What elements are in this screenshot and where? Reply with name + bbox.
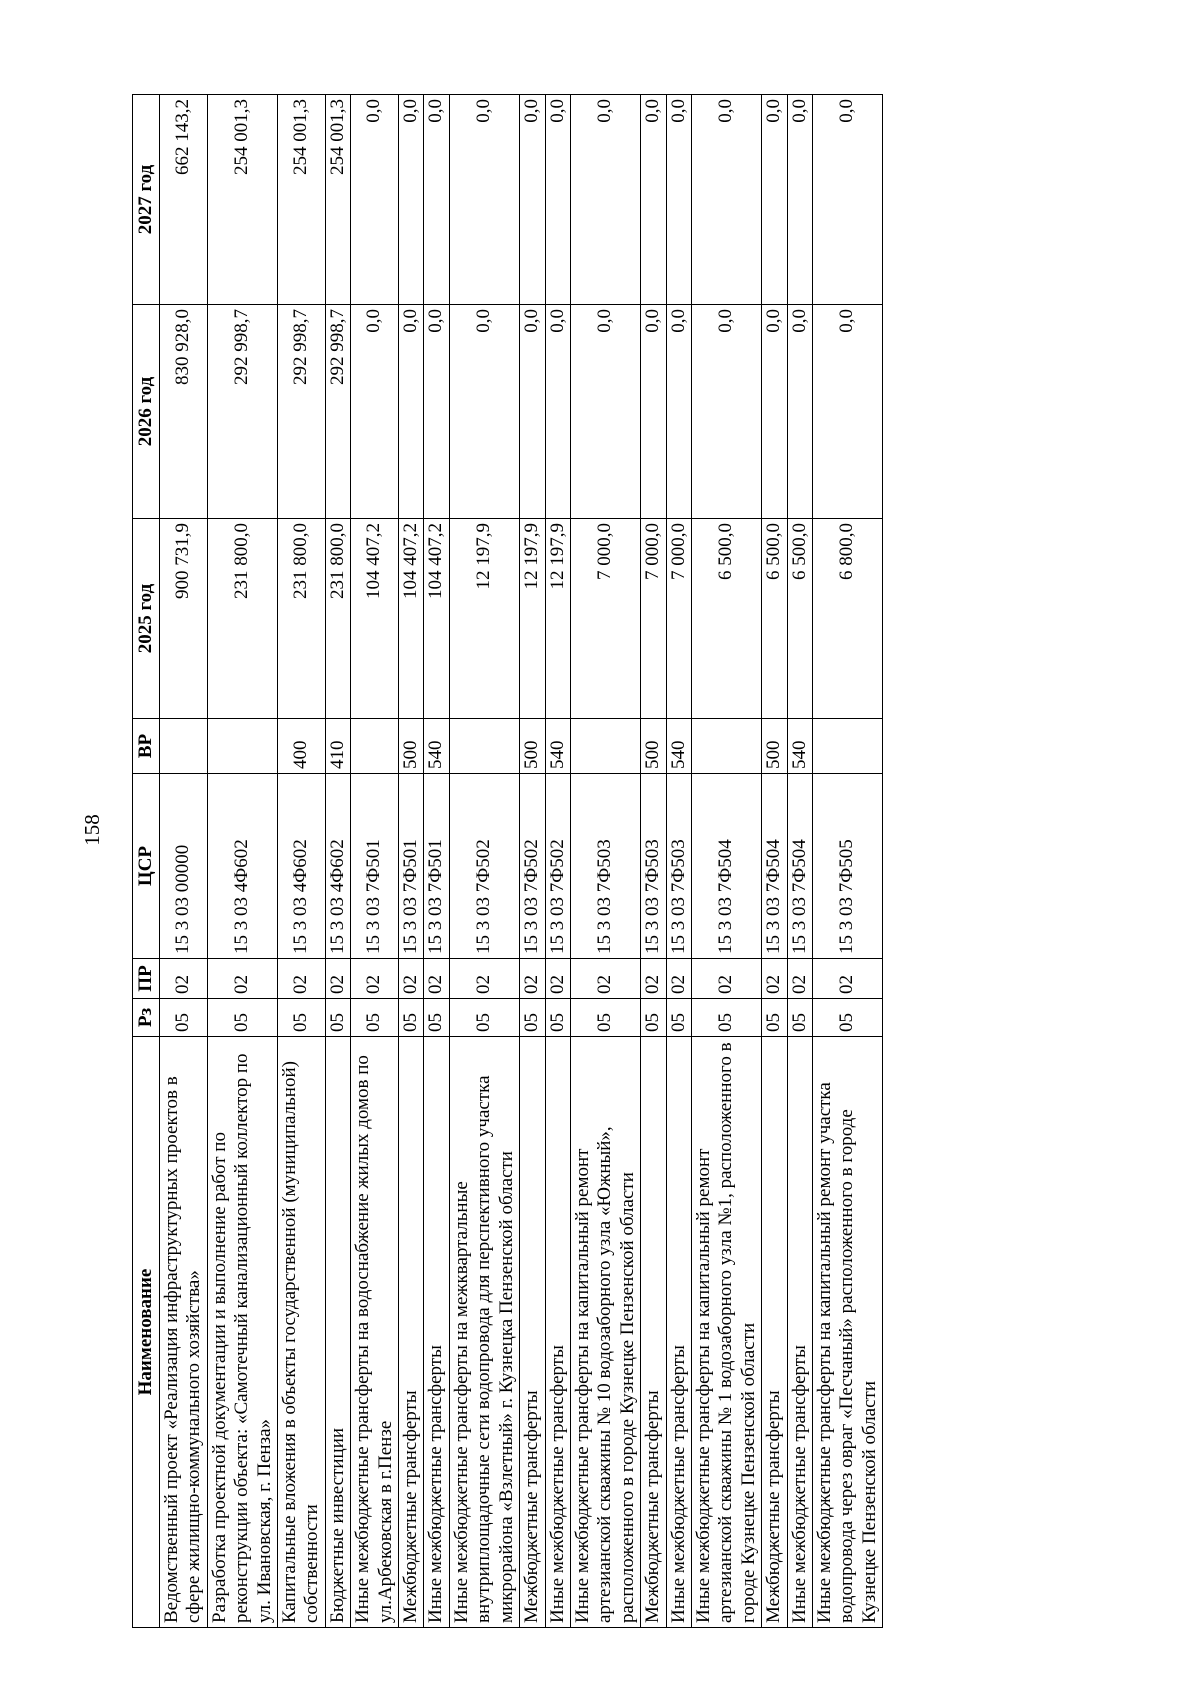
header-2025: 2025 год [133,519,160,719]
cell-name: Иные межбюджетные трансферты на межквартальные внутриплощадочные сети водопровода для перспективного участка микрорайона «Взлетный» г. Кузнецка Пензенской области [449,1037,519,1628]
cell-vr: 500 [762,719,787,774]
table-row [325,95,350,1628]
cell-2027: 0,0 [351,95,399,305]
cell-vr [449,719,519,774]
cell-rz: 05 [812,999,882,1037]
cell-pr: 02 [570,959,640,999]
cell-2025: 6 500,0 [691,519,761,719]
cell-2025: 7 000,0 [666,519,691,719]
cell-2026: 0,0 [762,305,787,519]
cell-csr: 15 3 03 7Ф504 [691,774,761,959]
cell-pr: 02 [666,959,691,999]
cell-2027: 254 001,3 [325,95,350,305]
cell-2025: 900 731,9 [160,519,208,719]
cell-2026: 292 998,7 [325,305,350,519]
cell-csr: 15 3 03 7Ф502 [545,774,570,959]
cell-2025: 7 000,0 [570,519,640,719]
cell-vr [691,719,761,774]
cell-2025: 6 500,0 [762,519,787,719]
table-row [399,95,424,1628]
cell-rz: 05 [666,999,691,1037]
cell-pr: 02 [207,959,277,999]
cell-name: Разработка проектной документации и выполнение работ по реконструкции объекта: «Самотечный канализационный коллектор по ул. Ивановская, г. Пенза» [207,1037,277,1628]
table-row [520,95,545,1628]
cell-2025: 104 407,2 [424,519,449,719]
table-row [545,95,570,1628]
cell-2027: 0,0 [812,95,882,305]
table-row [570,95,640,1628]
table-row [351,95,399,1628]
cell-name: Иные межбюджетные трансферты на водоснабжение жилых домов по ул.Арбековская в г.Пензе [351,1037,399,1628]
table-row [160,95,208,1628]
cell-2027: 0,0 [545,95,570,305]
cell-csr: 15 3 03 7Ф501 [399,774,424,959]
table-row [207,95,277,1628]
cell-vr: 500 [520,719,545,774]
cell-2026: 0,0 [545,305,570,519]
cell-vr: 410 [325,719,350,774]
cell-2026: 0,0 [641,305,666,519]
cell-csr: 15 3 03 4Ф602 [278,774,326,959]
cell-2025: 231 800,0 [325,519,350,719]
table-row [787,95,812,1628]
cell-pr: 02 [545,959,570,999]
cell-name: Иные межбюджетные трансферты [666,1037,691,1628]
cell-pr: 02 [812,959,882,999]
cell-name: Иные межбюджетные трансферты на капитальный ремонт участка водопровода через овраг «Песчаный» расположенного в городе Кузнецке Пензенской области [812,1037,882,1628]
cell-pr: 02 [691,959,761,999]
cell-2026: 0,0 [787,305,812,519]
cell-2026: 0,0 [812,305,882,519]
cell-2025: 6 800,0 [812,519,882,719]
cell-pr: 02 [351,959,399,999]
table-row [641,95,666,1628]
cell-pr: 02 [449,959,519,999]
cell-pr: 02 [325,959,350,999]
cell-2026: 0,0 [666,305,691,519]
cell-rz: 05 [278,999,326,1037]
cell-csr: 15 3 03 7Ф505 [812,774,882,959]
cell-rz: 05 [691,999,761,1037]
cell-pr: 02 [520,959,545,999]
cell-2027: 0,0 [520,95,545,305]
budget-table [132,94,883,1628]
header-name: Наименование [133,1037,160,1628]
cell-rz: 05 [762,999,787,1037]
cell-2027: 0,0 [641,95,666,305]
cell-2026: 0,0 [570,305,640,519]
cell-rz: 05 [449,999,519,1037]
cell-2027: 0,0 [424,95,449,305]
table-row [691,95,761,1628]
table-row [278,95,326,1628]
cell-csr: 15 3 03 7Ф504 [787,774,812,959]
cell-vr [812,719,882,774]
cell-2026: 0,0 [520,305,545,519]
cell-csr: 15 3 03 00000 [160,774,208,959]
cell-name: Межбюджетные трансферты [520,1037,545,1628]
table-row [812,95,882,1628]
cell-rz: 05 [325,999,350,1037]
cell-vr: 540 [545,719,570,774]
cell-vr [570,719,640,774]
header-csr: ЦСР [133,774,160,959]
cell-2026: 0,0 [424,305,449,519]
cell-vr [207,719,277,774]
cell-rz: 05 [641,999,666,1037]
cell-rz: 05 [520,999,545,1037]
cell-rz: 05 [160,999,208,1037]
cell-pr: 02 [160,959,208,999]
cell-name: Иные межбюджетные трансферты [424,1037,449,1628]
cell-rz: 05 [351,999,399,1037]
cell-rz: 05 [545,999,570,1037]
cell-name: Межбюджетные трансферты [641,1037,666,1628]
cell-2025: 6 500,0 [787,519,812,719]
cell-vr [351,719,399,774]
cell-2027: 254 001,3 [207,95,277,305]
cell-vr: 500 [641,719,666,774]
cell-name: Межбюджетные трансферты [762,1037,787,1628]
cell-rz: 05 [570,999,640,1037]
cell-2026: 0,0 [351,305,399,519]
cell-2026: 0,0 [449,305,519,519]
cell-csr: 15 3 03 4Ф602 [325,774,350,959]
table-row [762,95,787,1628]
header-rz: Рз [133,999,160,1037]
cell-2027: 254 001,3 [278,95,326,305]
header-pr: ПР [133,959,160,999]
cell-pr: 02 [278,959,326,999]
cell-pr: 02 [762,959,787,999]
header-2027: 2027 год [133,95,160,305]
cell-csr: 15 3 03 7Ф502 [520,774,545,959]
cell-vr [160,719,208,774]
cell-2026: 0,0 [399,305,424,519]
cell-2027: 0,0 [449,95,519,305]
cell-csr: 15 3 03 7Ф501 [351,774,399,959]
cell-pr: 02 [787,959,812,999]
cell-csr: 15 3 03 4Ф602 [207,774,277,959]
cell-rz: 05 [424,999,449,1037]
cell-pr: 02 [641,959,666,999]
cell-name: Иные межбюджетные трансферты на капитальный ремонт артезианской скважины № 10 водозаборного узла «Южный», расположенного в городе Кузнецке Пензенской области [570,1037,640,1628]
cell-csr: 15 3 03 7Ф503 [641,774,666,959]
cell-csr: 15 3 03 7Ф504 [762,774,787,959]
cell-2025: 231 800,0 [278,519,326,719]
cell-rz: 05 [787,999,812,1037]
cell-2025: 12 197,9 [520,519,545,719]
cell-vr: 540 [787,719,812,774]
cell-rz: 05 [399,999,424,1037]
cell-rz: 05 [207,999,277,1037]
header-2026: 2026 год [133,305,160,519]
cell-2026: 292 998,7 [278,305,326,519]
table-header-row [133,95,160,1628]
cell-name: Иные межбюджетные трансферты [787,1037,812,1628]
cell-2025: 104 407,2 [399,519,424,719]
cell-csr: 15 3 03 7Ф501 [424,774,449,959]
table-body [160,95,883,1628]
cell-2025: 7 000,0 [641,519,666,719]
cell-vr: 540 [666,719,691,774]
cell-pr: 02 [399,959,424,999]
cell-2026: 292 998,7 [207,305,277,519]
cell-2027: 0,0 [570,95,640,305]
table-row [449,95,519,1628]
rotated-page-content [132,95,993,1628]
cell-csr: 15 3 03 7Ф503 [666,774,691,959]
cell-name: Ведомственный проект «Реализация инфраструктурных проектов в сфере жилищно-коммунального хозяйства» [160,1037,208,1628]
cell-vr: 500 [399,719,424,774]
cell-2027: 0,0 [666,95,691,305]
cell-2025: 12 197,9 [545,519,570,719]
cell-name: Межбюджетные трансферты [399,1037,424,1628]
header-vr: ВР [133,719,160,774]
cell-csr: 15 3 03 7Ф502 [449,774,519,959]
cell-name: Иные межбюджетные трансферты на капитальный ремонт артезианской скважины № 1 водозаборного узла №1, расположенного в городе Кузнецке Пензенской области [691,1037,761,1628]
table-row [666,95,691,1628]
cell-2027: 0,0 [762,95,787,305]
cell-name: Капитальные вложения в объекты государственной (муниципальной) собственности [278,1037,326,1628]
cell-name: Бюджетные инвестиции [325,1037,350,1628]
cell-2027: 0,0 [787,95,812,305]
table-row [424,95,449,1628]
cell-pr: 02 [424,959,449,999]
cell-vr: 540 [424,719,449,774]
cell-2025: 231 800,0 [207,519,277,719]
cell-name: Иные межбюджетные трансферты [545,1037,570,1628]
cell-vr: 400 [278,719,326,774]
cell-2027: 0,0 [399,95,424,305]
cell-2025: 12 197,9 [449,519,519,719]
page-number: 158 [80,814,104,846]
cell-2026: 0,0 [691,305,761,519]
cell-2027: 662 143,2 [160,95,208,305]
cell-2027: 0,0 [691,95,761,305]
cell-2025: 104 407,2 [351,519,399,719]
cell-csr: 15 3 03 7Ф503 [570,774,640,959]
cell-2026: 830 928,0 [160,305,208,519]
